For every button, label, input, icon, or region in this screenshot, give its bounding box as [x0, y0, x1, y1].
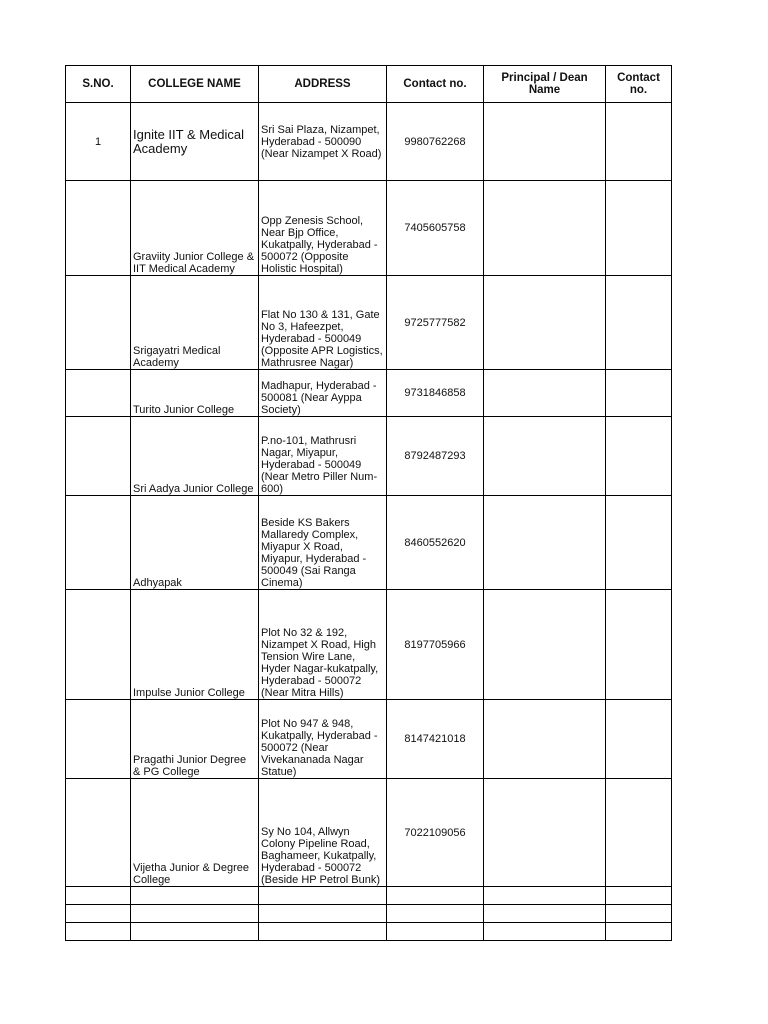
cell-principal	[484, 700, 606, 779]
cell-contact: 8460552620	[387, 496, 484, 590]
header-contact: Contact no.	[387, 66, 484, 103]
cell-address: Flat No 130 & 131, Gate No 3, Hafeezpet, Hyderabad - 500049 (Opposite APR Logistics, Mathrusree Nagar)	[259, 276, 387, 370]
table-row	[66, 779, 672, 887]
cell-address: Madhapur, Hyderabad - 500081 (Near Ayppa Society)	[259, 370, 387, 417]
cell-address: Sri Sai Plaza, Nizampet, Hyderabad - 500090 (Near Nizampet X Road)	[259, 103, 387, 181]
cell-address: Plot No 32 & 192, Nizampet X Road, High Tension Wire Lane, Hyder Nagar-kukatpally, Hyderabad - 500072 (Near Mitra Hills)	[259, 590, 387, 700]
table-row	[66, 887, 672, 905]
cell-principal	[484, 496, 606, 590]
cell-contact-2	[606, 700, 672, 779]
cell-principal	[484, 887, 606, 905]
cell-contact-2	[606, 417, 672, 496]
cell-sno	[66, 905, 131, 923]
table-row	[66, 590, 672, 700]
cell-address	[259, 905, 387, 923]
cell-contact: 8792487293	[387, 417, 484, 496]
cell-sno	[66, 779, 131, 887]
table-row	[66, 370, 672, 417]
cell-college-name	[131, 905, 259, 923]
cell-sno	[66, 496, 131, 590]
cell-sno	[66, 700, 131, 779]
header-address: ADDRESS	[259, 66, 387, 103]
cell-contact-2	[606, 923, 672, 941]
cell-principal	[484, 103, 606, 181]
cell-contact	[387, 923, 484, 941]
cell-address	[259, 887, 387, 905]
cell-sno	[66, 417, 131, 496]
cell-contact-2	[606, 103, 672, 181]
table-row	[66, 417, 672, 496]
header-row	[66, 66, 672, 103]
header-principal: Principal / Dean Name	[484, 66, 606, 103]
cell-contact: 7405605758	[387, 181, 484, 276]
cell-sno	[66, 923, 131, 941]
cell-college-name	[131, 887, 259, 905]
cell-sno	[66, 370, 131, 417]
table-row	[66, 276, 672, 370]
header-sno: S.NO.	[66, 66, 131, 103]
cell-college-name: Graviity Junior College & IIT Medical Academy	[131, 181, 259, 276]
cell-contact-2	[606, 370, 672, 417]
cell-college-name: Vijetha Junior & Degree College	[131, 779, 259, 887]
cell-contact	[387, 887, 484, 905]
table-row	[66, 905, 672, 923]
cell-college-name	[131, 923, 259, 941]
table-row	[66, 496, 672, 590]
cell-principal	[484, 181, 606, 276]
cell-contact: 8197705966	[387, 590, 484, 700]
table-row	[66, 700, 672, 779]
cell-contact: 9725777582	[387, 276, 484, 370]
cell-principal	[484, 905, 606, 923]
cell-principal	[484, 779, 606, 887]
cell-address: Sy No 104, Allwyn Colony Pipeline Road, Baghameer, Kukatpally, Hyderabad - 500072 (Beside HP Petrol Bunk)	[259, 779, 387, 887]
cell-principal	[484, 370, 606, 417]
cell-college-name: Ignite IIT & Medical Academy	[131, 103, 259, 181]
cell-principal	[484, 923, 606, 941]
cell-address: Opp Zenesis School, Near Bjp Office, Kukatpally, Hyderabad - 500072 (Opposite Holistic Hospital)	[259, 181, 387, 276]
cell-contact: 8147421018	[387, 700, 484, 779]
table-row	[66, 103, 672, 181]
cell-contact: 9980762268	[387, 103, 484, 181]
header-college-name: COLLEGE NAME	[131, 66, 259, 103]
cell-contact: 9731846858	[387, 370, 484, 417]
cell-principal	[484, 417, 606, 496]
cell-contact-2	[606, 887, 672, 905]
cell-principal	[484, 276, 606, 370]
cell-sno	[66, 276, 131, 370]
cell-address: Beside KS Bakers Mallaredy Complex, Miyapur X Road, Miyapur, Hyderabad - 500049 (Sai Ranga Cinema)	[259, 496, 387, 590]
cell-contact-2	[606, 905, 672, 923]
cell-contact-2	[606, 181, 672, 276]
cell-address: P.no-101, Mathrusri Nagar, Miyapur, Hyderabad - 500049 (Near Metro Piller Num-600)	[259, 417, 387, 496]
cell-sno	[66, 181, 131, 276]
cell-college-name: Turito Junior College	[131, 370, 259, 417]
cell-address: Plot No 947 & 948, Kukatpally, Hyderabad - 500072 (Near Vivekananada Nagar Statue)	[259, 700, 387, 779]
cell-address	[259, 923, 387, 941]
cell-contact: 7022109056	[387, 779, 484, 887]
cell-sno: 1	[66, 103, 131, 181]
cell-sno	[66, 887, 131, 905]
table-row	[66, 181, 672, 276]
cell-contact-2	[606, 276, 672, 370]
cell-contact	[387, 905, 484, 923]
cell-college-name: Adhyapak	[131, 496, 259, 590]
cell-contact-2	[606, 496, 672, 590]
cell-principal	[484, 590, 606, 700]
cell-college-name: Sri Aadya Junior College	[131, 417, 259, 496]
cell-college-name: Impulse Junior College	[131, 590, 259, 700]
cell-sno	[66, 590, 131, 700]
table-row	[66, 923, 672, 941]
cell-contact-2	[606, 779, 672, 887]
college-table	[65, 65, 672, 941]
header-contact-2: Contact no.	[606, 66, 672, 103]
cell-contact-2	[606, 590, 672, 700]
cell-college-name: Srigayatri Medical Academy	[131, 276, 259, 370]
cell-college-name: Pragathi Junior Degree & PG College	[131, 700, 259, 779]
